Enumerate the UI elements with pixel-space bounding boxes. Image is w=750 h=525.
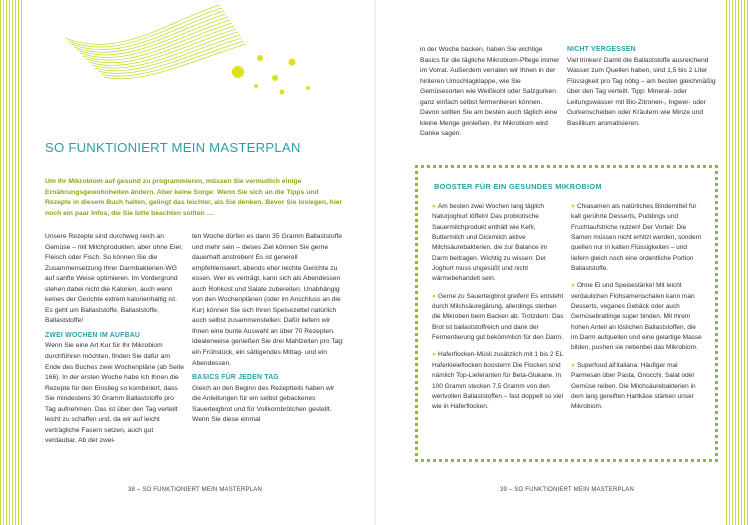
body-paragraph: ten Woche dürfen es dann 35 Gramm Ballaststoffe und mehr sein – dieses Ziel können Sie gerne dauerhaft anstreben! Es ist generell empfehlenswert, abends eher leichte Gerichte zu essen. Wer es verträgt, kann sich als Abendessen auch Rohkost und Salate zubereiten. Unabhängig von den Wochenplänen (oder im Anschluss an die Kur) können Sie sich Ihren Speisezettel natürlich auch selbst zusammenstellen: Dafür liefern wir Ihnen eine bunte Auswahl an über 70 Rezepten. Idealerweise genießen Sie drei Mahlzeiten pro Tag: ein Frühstück, ein sättigendes Mittag- und ein Abendessen.	[192, 233, 344, 367]
booster-item: ● Gerne zu Sauerteigbrot greifen! Es entsteht durch Milchsäuregärung, allerdings sterben die Mikroben beim Backen ab. Trotzdem: Das Brot ist ballaststoffreich und dank der Fermentierung gut bekömmlich für den Darm.	[432, 292, 564, 342]
left-column-2	[192, 232, 344, 426]
booster-item: ● Haferflocken-Müsli zusätzlich mit 1 bis 2 EL Haferkleieflocken boostern! Die Flocken sind nämlich Top-Lieferanten für Beta-Glukane. In 100 Gramm stecken 7,5 Gramm von den wertvollen Ballaststoffen – fast doppelt so viel wie in Haferflocken.	[432, 351, 564, 411]
intro-paragraph: Um Ihr Mikrobiom auf gesund zu programmieren, müssen Sie vermutlich einige Ernährungsgewohnheiten ändern. Aber keine Sorge: Wenn Sie sich an die Tipps und Rezepte in diesem Buch halten, gelingt das leichter, als Sie denken. Bevor Sie loslegen, hier noch ein paar Infos, die Sie bitte beachten sollten …	[45, 178, 343, 217]
body-paragraph: Viel trinken! Damit die Ballaststoffe ausreichend Wasser zum Quellen haben, sind 1,5 bis 2 Liter Flüssigkeit pro Tag nötig – am besten gleichmäßig über den Tag verteilt. Tipp: Mineral- oder Leitungswasser mit Bio-Zitronen-, Ingwer- oder Gurkenscheiben oder Kräutern wie Minze und Basilikum aromatisieren.	[567, 56, 716, 127]
page-footer-right: 39 – SO FUNKTIONIERT MEIN MASTERPLAN	[500, 487, 635, 493]
subheading-nicht-vergessen: NICHT VERGESSEN	[567, 46, 636, 53]
page-footer-left: 38 – SO FUNKTIONIERT MEIN MASTERPLAN	[128, 487, 263, 493]
page-gutter	[374, 0, 376, 525]
right-column-1	[420, 45, 560, 140]
booster-left-column	[432, 202, 564, 420]
decorative-wave-graphic	[60, 0, 320, 115]
booster-item: ● Chiasamen als natürliches Bindemittel für kalt gerührte Desserts, Puddings und Fruchtaufstriche nutzen! Der Vorteil: Die Samen müssen nicht erhitzt werden, sondern quellen nur in kalten Flüssigkeiten – und liefern gleich noch eine ordentliche Portion Ballaststoffe.	[571, 203, 702, 273]
subheading-zwei-wochen: ZWEI WOCHEN IM AUFBAU	[45, 331, 141, 339]
body-paragraph: Wenn Sie eine Art Kur für Ihr Mikrobiom durchführen möchten, finden Sie dafür am Ende des Buches zwei Wochenpläne (ab Seite 166). In der ersten Woche habe ich Ihnen die Rezepte für den Einstieg so kombiniert, dass Sie mindestens 30 Gramm Ballaststoffe pro Tag aufnehmen. Das ist über den Tag verteilt leicht zu schaffen und, da wir auf leicht verträgliche Fasern setzen, auch gut verdaubar. Ab der zwei-	[45, 342, 184, 445]
left-column-1	[45, 232, 185, 447]
booster-right-column	[571, 202, 703, 420]
right-edge-stripes	[726, 0, 750, 525]
bullet-icon: ●	[571, 361, 575, 369]
body-paragraph: in der Woche backen, haben Sie wichtige Basics für die tägliche Mikrobiom-Pflege immer im Vorrat. Außerdem verraten wir Ihnen in der hinteren Umschlagklappe, wie Sie Gemüsesorten wie Weißkohl oder Salzgurken ganz einfach selbst fermentieren können. Davon sollten Sie am besten auch täglich eine kleine Menge genießen. Ihr Mikrobiom wird Danke sagen.	[420, 46, 560, 138]
left-edge-stripes	[0, 0, 24, 525]
bullet-icon: ●	[432, 203, 436, 210]
booster-item: ● Superfood all'italiana: Häufiger mal Parmesan über Pasta, Gnocchi, Salat oder Gemüse reiben. Die Milchsäurebakterien in dem lang gereiften Hartkäse stärken unser Mikrobiom.	[571, 361, 696, 411]
bullet-icon: ●	[432, 351, 436, 359]
body-paragraph: Unsere Rezepte sind durchweg reich an Gemüse – mit Milchprodukten, aber ohne Eier, Fleisch oder Fisch. So können Sie die Zusammensetzung Ihrer Darmbakterien-WG auf sanfte Weise optimieren. Im Vordergrund stehen dabei nicht die Kalorien, auch wenn keines der Gerichte extrem kalorienhaltig ist. Es geht um Ballaststoffe, Ballaststoffe, Ballaststoffe!	[45, 233, 183, 325]
bullet-icon: ●	[432, 292, 436, 300]
page-heading: SO FUNKTIONIERT MEIN MASTERPLAN	[45, 140, 301, 155]
booster-item: ● Ohne Ei und Speisestärke! Mit leicht verdaulichen Flohsamenschalen kann man Desserts, veganes Gebäck oder auch Gemüsebratlinge super binden. Mit ihrem hohen Anteil an löslichen Ballaststoffen, die im Darm aufquellen und eine gelartige Masse bilden, pushen sie nebenbei das Mikrobiom.	[571, 282, 702, 352]
body-paragraph: Gleich an den Beginn des Rezeptteils haben wir die Anleitungen für ein selbst gebackenes Sauerteigbrot und für Vollkornbrötchen gestellt. Wenn Sie diese einmal	[192, 384, 335, 424]
bullet-icon: ●	[571, 282, 575, 290]
booster-box	[415, 165, 718, 462]
booster-title: BOOSTER FÜR EIN GESUNDES MIKROBIOM	[434, 182, 602, 191]
booster-item: ● Am besten zwei Wochen lang täglich Naturjoghurt löffeln! Das probiotische Sauermilchprodukt enthält wie Kefir, Buttermilch und Dickmilch aktive Milchsäurebakterien, die zur Balance im Darm beitragen. Wichtig zu wissen: Der Joghurt muss ungesüßt und nicht wärmebehandelt sein.	[432, 203, 548, 283]
right-column-2	[567, 45, 717, 129]
bullet-icon: ●	[571, 203, 575, 210]
subheading-basics: BASICS FÜR JEDEN TAG	[192, 374, 279, 382]
